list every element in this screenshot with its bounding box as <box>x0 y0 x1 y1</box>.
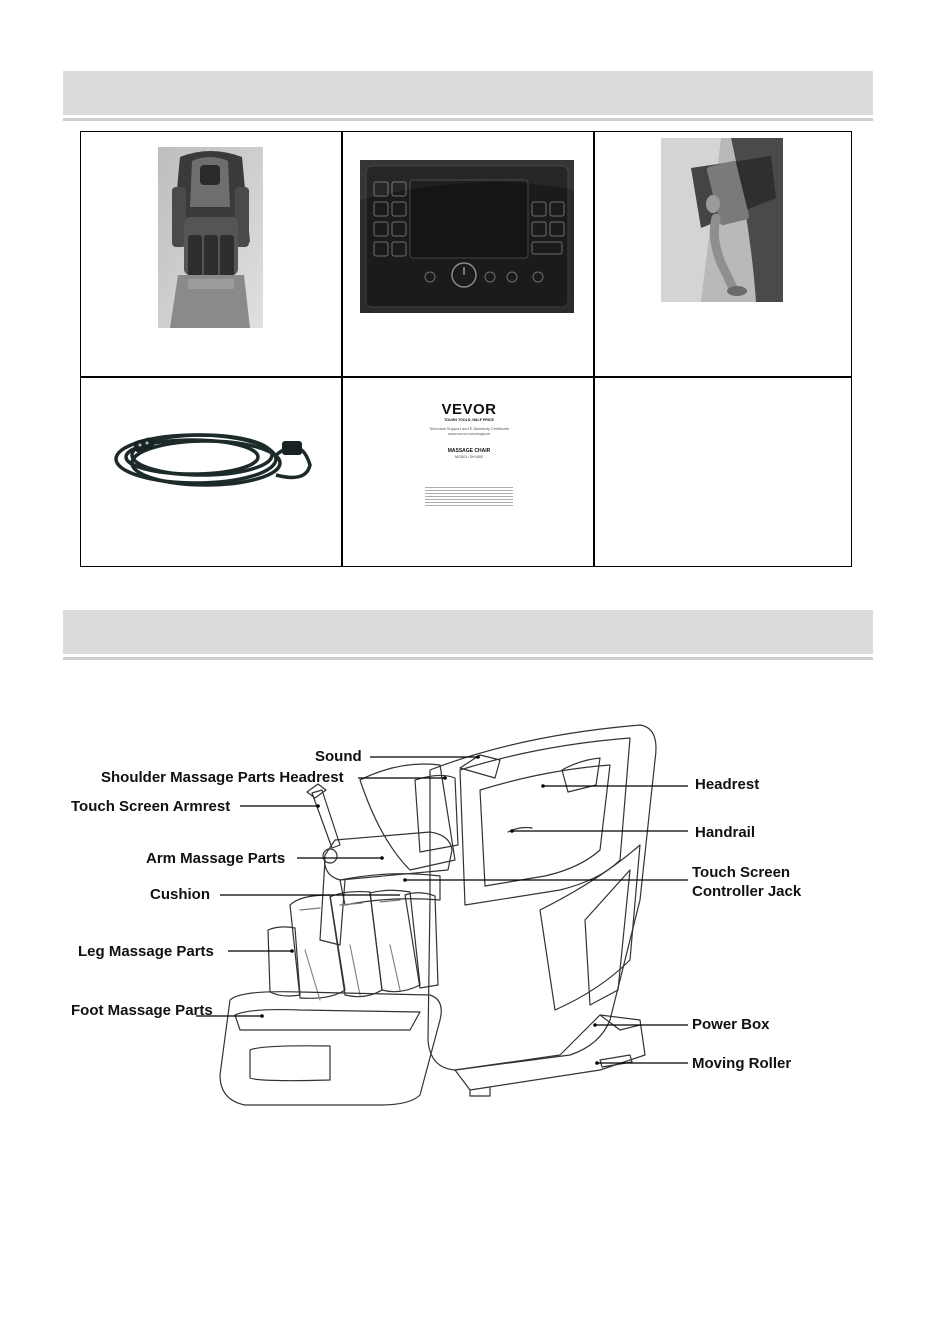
grid-divider <box>593 132 595 566</box>
section-rule-2 <box>63 657 873 660</box>
grid-divider <box>81 376 851 378</box>
manual-product-name: MASSAGE CHAIR <box>447 448 491 454</box>
label-handrail: Handrail <box>695 824 756 841</box>
label-arm-massage-parts: Arm Massage Parts <box>146 850 286 867</box>
user-manual-cover <box>417 393 521 515</box>
label-shoulder-massage-parts-headrest: Shoulder Massage Parts Headrest <box>101 769 344 786</box>
label-sound: Sound <box>315 748 362 765</box>
touch-screen-controller-photo <box>360 160 574 313</box>
product-structure-diagram <box>0 690 933 1120</box>
massage-chair-photo <box>158 147 263 328</box>
section-rule-1 <box>63 118 873 121</box>
manual-support-url: www.vevor.com/support <box>447 431 491 436</box>
power-cord-photo <box>106 425 314 491</box>
label-cushion: Cushion <box>150 886 210 903</box>
manual-support-text: Technical Support and E-Warranty Certificate <box>429 426 509 431</box>
label-touch-screen-controller-jack: Touch Screen Controller Jack <box>692 864 802 900</box>
section-header-bar-2 <box>63 610 873 654</box>
tablet-holder-photo <box>661 138 783 302</box>
grid-divider <box>341 132 343 566</box>
label-foot-massage-parts: Foot Massage Parts <box>71 1002 213 1019</box>
label-power-box: Power Box <box>692 1016 770 1033</box>
label-leg-massage-parts: Leg Massage Parts <box>78 943 214 960</box>
manual-fine-print <box>425 485 513 507</box>
label-touch-screen-armrest: Touch Screen Armrest <box>71 798 231 815</box>
manual-brand: VEVOR <box>441 401 497 418</box>
manual-tagline: TOUGH TOOLS, HALF PRICE <box>444 418 494 422</box>
manual-model-number: MODEL: DH1800 <box>455 455 483 459</box>
section-header-bar-1 <box>63 71 873 115</box>
label-moving-roller: Moving Roller <box>692 1055 792 1072</box>
label-headrest: Headrest <box>695 776 760 793</box>
